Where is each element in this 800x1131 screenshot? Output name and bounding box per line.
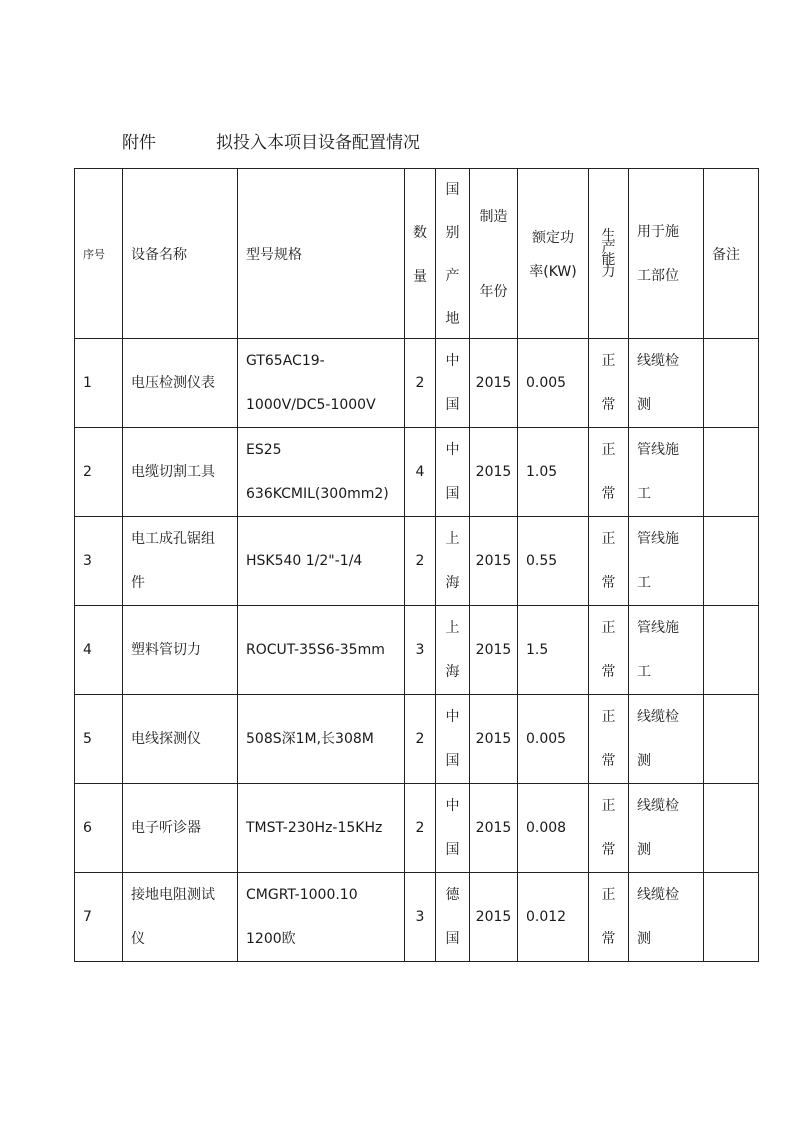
document-title: 拟投入本项目设备配置情况 [216, 133, 420, 153]
row-capacity-char: 常 [601, 486, 616, 502]
row-year: 2015 [470, 517, 518, 606]
row-capacity-char: 常 [601, 931, 616, 947]
row-capacity-char: 正 [601, 887, 616, 903]
row-name-line: 塑料管切力 [131, 642, 201, 658]
row-model-line: GT65AC19- [246, 353, 325, 369]
row-name [123, 695, 238, 784]
row-power: 0.005 [518, 339, 589, 428]
row-name-line: 件 [131, 575, 145, 591]
header-remark: 备注 [704, 169, 759, 339]
header-seq: 序号 [75, 169, 123, 339]
row-seq: 3 [75, 517, 123, 606]
row-capacity [589, 339, 629, 428]
row-model-line: ES25 [246, 442, 282, 458]
row-origin [436, 428, 470, 517]
row-name [123, 517, 238, 606]
row-name-line: 电工成孔锯组 [131, 531, 215, 547]
row-origin-char: 中 [445, 709, 460, 725]
header-capacity-part: 能 [601, 251, 616, 268]
row-capacity-char: 常 [601, 664, 616, 680]
row-origin-char: 海 [445, 664, 460, 680]
row-year: 2015 [470, 428, 518, 517]
row-model [238, 428, 405, 517]
row-origin-char: 国 [445, 842, 460, 858]
row-model [238, 606, 405, 695]
row-capacity-char: 正 [601, 620, 616, 636]
row-usage-line: 测 [637, 842, 651, 858]
row-capacity-char: 正 [601, 442, 616, 458]
row-model-line: 1200欧 [246, 931, 296, 947]
row-capacity [589, 606, 629, 695]
row-year: 2015 [470, 606, 518, 695]
row-year: 2015 [470, 339, 518, 428]
row-seq: 2 [75, 428, 123, 517]
row-capacity-char: 常 [601, 397, 616, 413]
header-qty-part: 数 [413, 224, 427, 241]
row-capacity-char: 常 [601, 842, 616, 858]
row-model [238, 784, 405, 873]
row-name [123, 428, 238, 517]
row-remark [704, 606, 759, 695]
table-row [75, 517, 759, 606]
row-usage-line: 线缆检 [637, 353, 679, 369]
header-origin-part: 地 [445, 311, 460, 328]
row-origin [436, 606, 470, 695]
header-power-part: 额定功 [532, 229, 574, 246]
row-qty: 2 [405, 695, 436, 784]
row-capacity-char: 正 [601, 531, 616, 547]
row-name-line: 电缆切割工具 [131, 464, 215, 480]
header-origin [436, 169, 470, 339]
row-remark [704, 517, 759, 606]
header-capacity [589, 169, 629, 339]
row-origin-char: 中 [445, 798, 460, 814]
row-origin-char: 国 [445, 753, 460, 769]
row-capacity-char: 正 [601, 353, 616, 369]
row-power: 1.5 [518, 606, 589, 695]
header-origin-part: 产 [445, 268, 460, 285]
row-qty: 3 [405, 873, 436, 962]
row-remark [704, 339, 759, 428]
row-usage-line: 线缆检 [637, 887, 679, 903]
row-year: 2015 [470, 873, 518, 962]
header-origin-part: 别 [445, 224, 460, 241]
row-usage [629, 873, 704, 962]
row-name-line: 接地电阻测试 [131, 887, 215, 903]
table-row [75, 873, 759, 962]
row-power: 0.005 [518, 695, 589, 784]
row-power: 1.05 [518, 428, 589, 517]
row-usage [629, 784, 704, 873]
row-capacity [589, 428, 629, 517]
row-power: 0.55 [518, 517, 589, 606]
header-qty [405, 169, 436, 339]
equipment-table [74, 168, 759, 962]
row-remark [704, 695, 759, 784]
row-origin [436, 784, 470, 873]
row-name-line: 仪 [131, 931, 145, 947]
row-power: 0.008 [518, 784, 589, 873]
row-origin-char: 中 [445, 442, 460, 458]
row-name [123, 873, 238, 962]
row-year: 2015 [470, 784, 518, 873]
row-usage [629, 695, 704, 784]
row-remark [704, 784, 759, 873]
header-year [470, 169, 518, 339]
row-model-line: ROCUT-35S6-35mm [246, 642, 385, 658]
row-name [123, 339, 238, 428]
header-capacity-part: 产 [601, 239, 616, 256]
table-row [75, 695, 759, 784]
header-year-part: 年份 [479, 284, 508, 300]
row-capacity-char: 常 [601, 575, 616, 591]
row-remark [704, 428, 759, 517]
header-capacity-part: 生 [601, 227, 616, 244]
row-usage-line: 工 [637, 486, 651, 502]
row-name-line: 电子听诊器 [131, 820, 201, 836]
row-origin-char: 海 [445, 575, 460, 591]
row-model-line: 636KCMIL(300mm2) [246, 486, 389, 502]
row-capacity-char: 正 [601, 709, 616, 725]
table-row [75, 339, 759, 428]
row-origin [436, 873, 470, 962]
row-seq: 5 [75, 695, 123, 784]
attachment-label: 附件 [122, 133, 156, 153]
row-usage-line: 管线施 [637, 442, 679, 458]
row-model-line: TMST-230Hz-15KHz [246, 820, 383, 836]
header-power [518, 169, 589, 339]
row-qty: 3 [405, 606, 436, 695]
row-name [123, 784, 238, 873]
header-year-part: 制造 [479, 209, 508, 225]
row-origin-char: 国 [445, 931, 460, 947]
row-usage [629, 606, 704, 695]
row-qty: 2 [405, 517, 436, 606]
row-usage-line: 管线施 [637, 620, 679, 636]
row-origin-char: 国 [445, 486, 460, 502]
row-usage [629, 428, 704, 517]
table-row [75, 606, 759, 695]
row-remark [704, 873, 759, 962]
row-origin [436, 339, 470, 428]
row-origin-char: 上 [445, 531, 460, 547]
row-model-line: CMGRT-1000.10 [246, 887, 358, 903]
row-seq: 4 [75, 606, 123, 695]
row-origin [436, 517, 470, 606]
row-name-line: 电线探测仪 [131, 731, 201, 747]
row-origin-char: 上 [445, 620, 460, 636]
row-model [238, 517, 405, 606]
row-model-line: 508S深1M,长308M [246, 731, 374, 747]
row-usage [629, 339, 704, 428]
row-model [238, 695, 405, 784]
row-capacity-char: 常 [601, 753, 616, 769]
row-origin-char: 德 [445, 887, 460, 903]
row-model [238, 873, 405, 962]
row-origin-char: 国 [445, 397, 460, 413]
row-capacity [589, 695, 629, 784]
row-capacity [589, 517, 629, 606]
row-usage-line: 工 [637, 575, 651, 591]
row-usage-line: 测 [637, 397, 651, 413]
header-name: 设备名称 [123, 169, 238, 339]
row-usage-line: 管线施 [637, 531, 679, 547]
row-usage-line: 测 [637, 753, 651, 769]
header-qty-part: 量 [413, 268, 427, 285]
row-model-line: 1000V/DC5-1000V [246, 397, 376, 413]
row-usage-line: 工 [637, 664, 651, 680]
row-capacity-char: 正 [601, 798, 616, 814]
row-model [238, 339, 405, 428]
row-usage-line: 线缆检 [637, 709, 679, 725]
header-model: 型号规格 [238, 169, 405, 339]
row-name-line: 电压检测仪表 [131, 375, 215, 391]
row-seq: 1 [75, 339, 123, 428]
table-header-row [75, 169, 759, 339]
row-origin [436, 695, 470, 784]
header-usage [629, 169, 704, 339]
row-year: 2015 [470, 695, 518, 784]
row-seq: 6 [75, 784, 123, 873]
row-usage-line: 线缆检 [637, 798, 679, 814]
row-qty: 2 [405, 784, 436, 873]
row-usage [629, 517, 704, 606]
table-row [75, 784, 759, 873]
header-usage-part: 工部位 [637, 267, 679, 284]
header-usage-part: 用于施 [637, 223, 679, 240]
header-capacity-part: 力 [601, 263, 616, 280]
row-model-line: HSK540 1/2"-1/4 [246, 553, 363, 569]
row-usage-line: 测 [637, 931, 651, 947]
row-qty: 2 [405, 339, 436, 428]
row-qty: 4 [405, 428, 436, 517]
row-capacity [589, 873, 629, 962]
table-row [75, 428, 759, 517]
row-origin-char: 中 [445, 353, 460, 369]
header-origin-part: 国 [445, 181, 460, 198]
row-power: 0.012 [518, 873, 589, 962]
row-seq: 7 [75, 873, 123, 962]
row-name [123, 606, 238, 695]
header-power-part: 率(KW) [529, 263, 577, 280]
row-capacity [589, 784, 629, 873]
